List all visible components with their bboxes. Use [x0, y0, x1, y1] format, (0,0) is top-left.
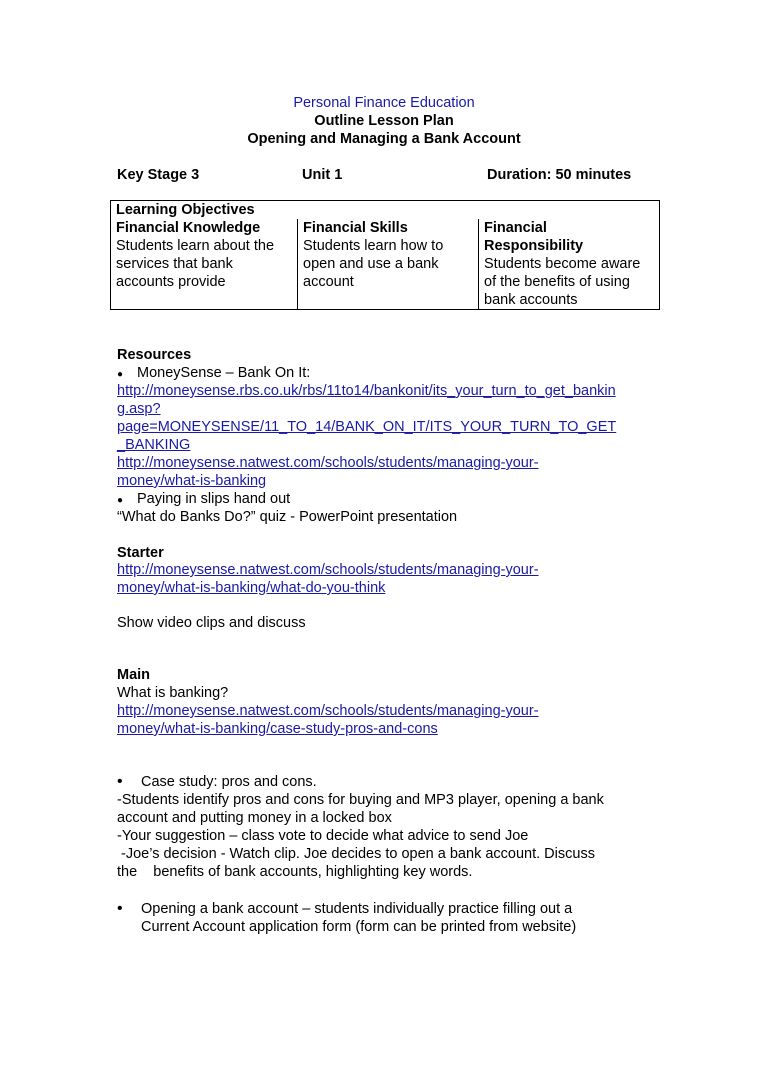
main-line: -Joe’s decision - Watch clip. Joe decides to open a bank account. Discuss	[117, 846, 595, 862]
main-bullet-2	[117, 900, 572, 918]
objective-text: Students become aware	[484, 256, 641, 272]
header-title: Personal Finance Education	[293, 95, 475, 111]
main-subtitle: What is banking?	[117, 685, 229, 701]
objective-text: services that bank	[116, 256, 233, 272]
objective-text: accounts provide	[116, 274, 226, 290]
main-line: account and putting money in a locked box	[117, 810, 392, 826]
objective-heading: Financial	[484, 220, 547, 236]
main-bullet-2-cont: Current Account application form (form can be printed from website)	[141, 919, 577, 935]
duration: Duration: 50 minutes	[487, 167, 632, 183]
objective-text: account	[303, 274, 354, 290]
quiz-text: “What do Banks Do?” quiz - PowerPoint presentation	[117, 509, 458, 525]
resources-heading: Resources	[117, 347, 192, 363]
objective-responsibility	[479, 219, 660, 310]
bullet-text: Opening a bank account – students individually practice filling out a	[141, 901, 573, 917]
moneysense-natwest-link[interactable]: http://moneysense.natwest.com/schools/students/managing-your-	[117, 455, 539, 471]
bullet-icon: •	[117, 773, 123, 790]
main-link[interactable]: http://moneysense.natwest.com/schools/students/managing-your-	[117, 703, 539, 719]
bullet-text: Paying in slips hand out	[137, 491, 291, 507]
main-link-cont[interactable]: money/what-is-banking/case-study-pros-and-cons	[117, 721, 438, 737]
objective-knowledge	[111, 219, 298, 310]
bullet-text: Case study: pros and cons.	[141, 774, 317, 790]
resources-bullet-2	[117, 490, 290, 510]
main-heading: Main	[117, 667, 151, 683]
starter-link[interactable]: http://moneysense.natwest.com/schools/students/managing-your-	[117, 562, 539, 578]
objective-text: Students learn how to	[303, 238, 444, 254]
objective-heading-2: Responsibility	[484, 238, 584, 254]
starter-heading: Starter	[117, 545, 164, 561]
starter-link-cont[interactable]: money/what-is-banking/what-do-you-think	[117, 580, 386, 596]
lesson-title: Opening and Managing a Bank Account	[247, 131, 521, 147]
main-line: -Your suggestion – class vote to decide what advice to send Joe	[117, 828, 529, 844]
main-line: -Students identify pros and cons for buying and MP3 player, opening a bank	[117, 792, 604, 808]
main-line: the benefits of bank accounts, highlighting key words.	[117, 864, 473, 880]
bullet-icon: ●	[117, 495, 124, 506]
objective-skills	[298, 219, 479, 310]
objective-heading: Financial Knowledge	[116, 220, 261, 236]
moneysense-rbs-link-cont[interactable]: g.asp?	[117, 401, 161, 417]
objective-text: bank accounts	[484, 292, 578, 308]
objective-text: Students learn about the	[116, 238, 275, 254]
objectives-title: Learning Objectives	[111, 201, 660, 220]
bullet-icon: •	[117, 900, 123, 917]
moneysense-rbs-link-cont[interactable]: page=MONEYSENSE/11_TO_14/BANK_ON_IT/ITS_YOUR_TURN_TO_GET	[117, 419, 617, 435]
moneysense-rbs-link-cont[interactable]: _BANKING	[117, 437, 191, 453]
learning-objectives-table	[110, 200, 660, 310]
starter-text: Show video clips and discuss	[117, 615, 306, 631]
moneysense-natwest-link-cont[interactable]: money/what-is-banking	[117, 473, 267, 489]
resources-bullet-1	[117, 364, 310, 384]
key-stage: Key Stage 3	[117, 167, 200, 183]
bullet-icon: ●	[117, 369, 124, 380]
header-subtitle: Outline Lesson Plan	[314, 113, 454, 129]
objective-text: of the benefits of using	[484, 274, 630, 290]
bullet-text: MoneySense – Bank On It:	[137, 365, 311, 381]
main-bullet-1	[117, 773, 317, 791]
objective-text: open and use a bank	[303, 256, 439, 272]
unit: Unit 1	[302, 167, 343, 183]
moneysense-rbs-link[interactable]: http://moneysense.rbs.co.uk/rbs/11to14/bankonit/its_your_turn_to_get_bankin	[117, 383, 616, 399]
objective-heading: Financial Skills	[303, 220, 408, 236]
